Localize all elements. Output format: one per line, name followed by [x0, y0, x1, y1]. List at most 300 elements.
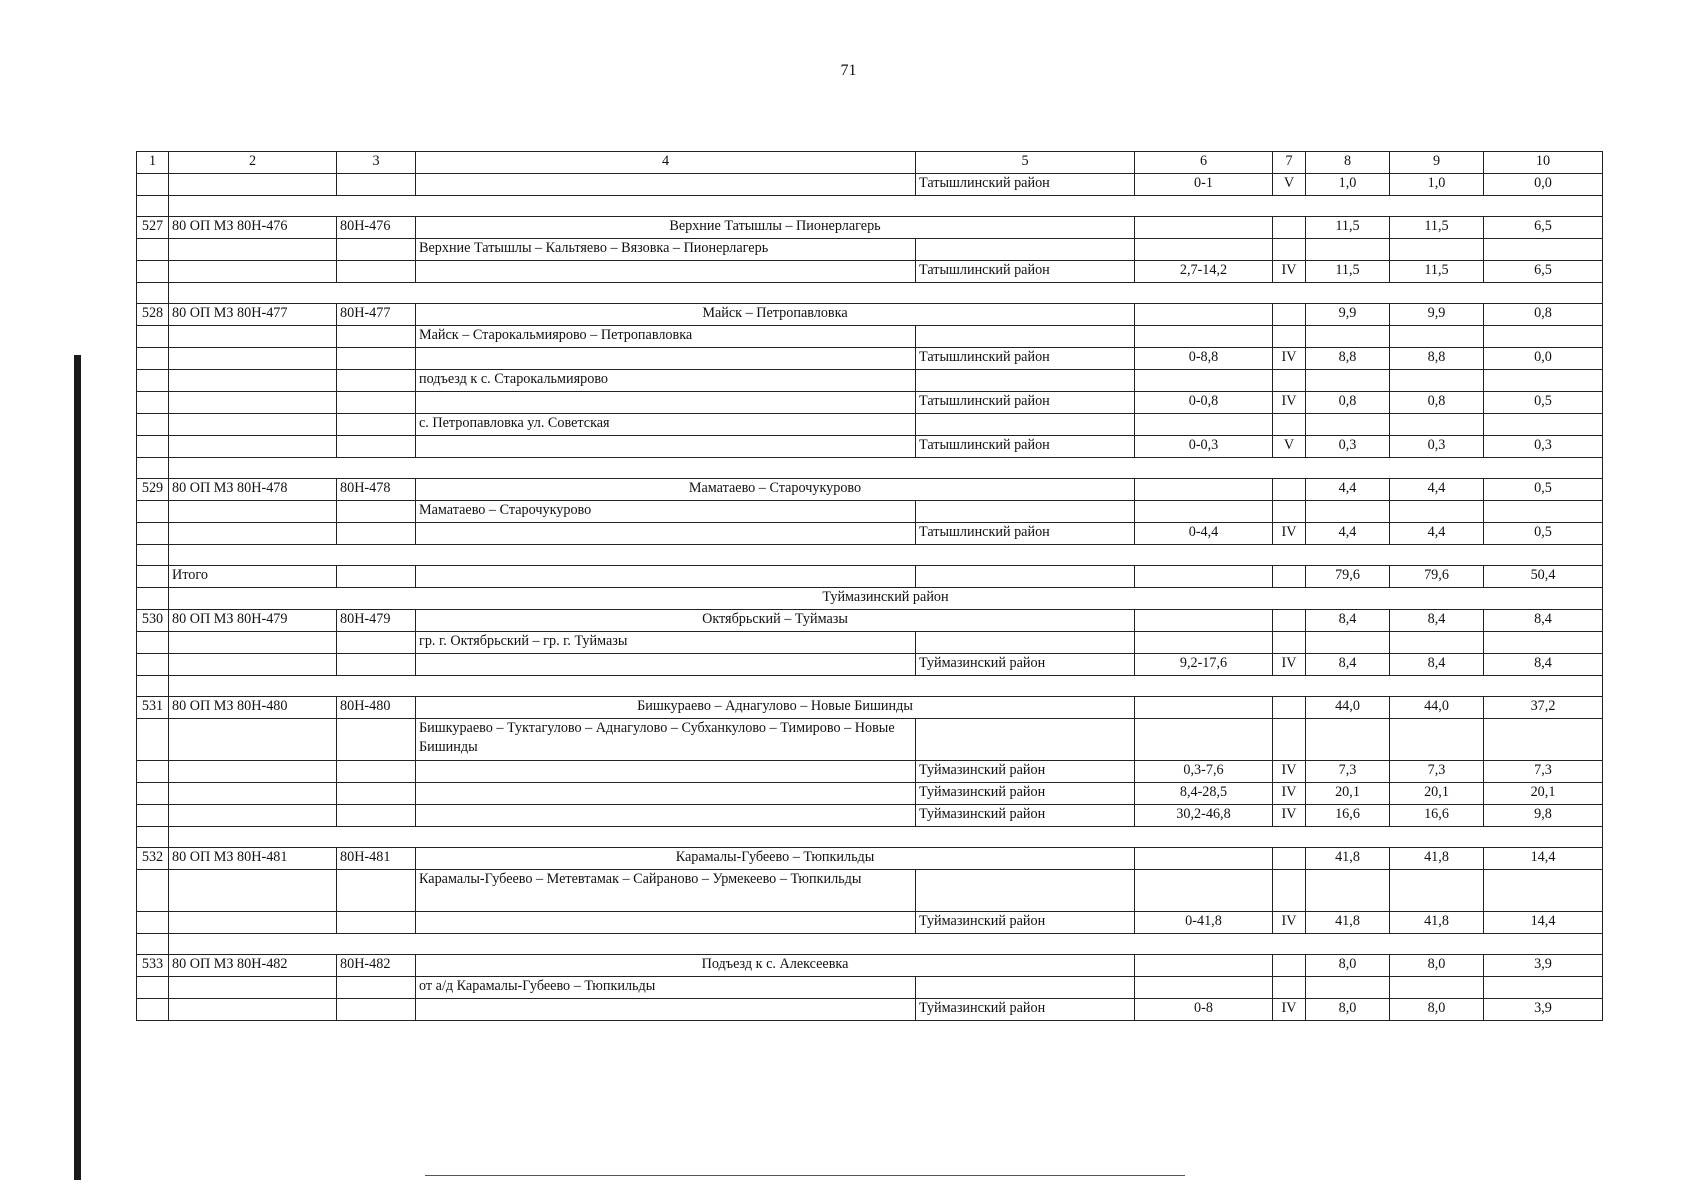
road-title: Октябрьский – Туймазы: [416, 610, 1135, 632]
empty-cell: [137, 827, 169, 848]
empty-cell: [416, 348, 916, 370]
empty-cell: [1484, 632, 1603, 654]
empty-cell: [1273, 239, 1306, 261]
route-row: [137, 719, 1603, 761]
empty-cell: [1390, 326, 1484, 348]
page-number: 71: [840, 62, 857, 79]
empty-cell: [1390, 719, 1484, 761]
empty-cell: [137, 261, 169, 283]
empty-cell: [1306, 501, 1390, 523]
length-registered: 41,8: [1390, 848, 1484, 870]
empty-cell: [137, 654, 169, 676]
district-row: [137, 261, 1603, 283]
empty-cell: [1484, 414, 1603, 436]
length-total: 7,3: [1306, 761, 1390, 783]
empty-cell: [169, 632, 337, 654]
road-code: 80 ОП МЗ 80Н-477: [169, 304, 337, 326]
empty-cell: [1273, 501, 1306, 523]
district-row: [137, 523, 1603, 545]
empty-cell: [1273, 719, 1306, 761]
empty-cell: [1135, 370, 1273, 392]
total-label: Итого: [169, 566, 337, 588]
road-short-code: 80Н-478: [337, 479, 416, 501]
road-title: Подъезд к с. Алексеевка: [416, 955, 1135, 977]
route-row: [137, 501, 1603, 523]
empty-cell: [137, 805, 169, 827]
empty-cell: [416, 566, 916, 588]
length-total: 16,6: [1306, 805, 1390, 827]
empty-cell: [169, 414, 337, 436]
length-paved: 0,3: [1484, 436, 1603, 458]
length-registered: 11,5: [1390, 217, 1484, 239]
district-name: Татышлинский район: [916, 261, 1135, 283]
empty-cell: [337, 436, 416, 458]
empty-cell: [169, 458, 1603, 479]
empty-cell: [137, 545, 169, 566]
empty-cell: [1306, 326, 1390, 348]
district-row: [137, 783, 1603, 805]
empty-cell: [916, 326, 1135, 348]
empty-cell: [137, 174, 169, 196]
length-paved: 8,4: [1484, 654, 1603, 676]
length-registered: 8,4: [1390, 654, 1484, 676]
length-total: 44,0: [1306, 697, 1390, 719]
empty-cell: [1273, 955, 1306, 977]
empty-cell: [169, 761, 337, 783]
road-short-code: 80Н-480: [337, 697, 416, 719]
length-total: 8,0: [1306, 999, 1390, 1021]
length-total: 4,4: [1306, 523, 1390, 545]
section-row: [137, 588, 1603, 610]
district-row: [137, 761, 1603, 783]
empty-cell: [337, 977, 416, 999]
empty-cell: [1306, 414, 1390, 436]
empty-cell: [416, 523, 916, 545]
empty-cell: [1135, 632, 1273, 654]
road-short-code: 80Н-481: [337, 848, 416, 870]
empty-cell: [169, 239, 337, 261]
empty-cell: [416, 912, 916, 934]
empty-cell: [337, 370, 416, 392]
empty-cell: [416, 654, 916, 676]
empty-cell: [337, 414, 416, 436]
road-category: IV: [1273, 523, 1306, 545]
empty-cell: [416, 261, 916, 283]
district-row: [137, 654, 1603, 676]
empty-cell: [337, 632, 416, 654]
route-row: [137, 326, 1603, 348]
length-total: 8,4: [1306, 610, 1390, 632]
district-row: [137, 436, 1603, 458]
empty-cell: [1135, 848, 1273, 870]
empty-cell: [916, 719, 1135, 761]
table-body: [137, 174, 1603, 1021]
empty-cell: [169, 676, 1603, 697]
length-registered: 44,0: [1390, 697, 1484, 719]
road-code: 80 ОП МЗ 80Н-476: [169, 217, 337, 239]
empty-cell: [169, 436, 337, 458]
empty-cell: [1306, 719, 1390, 761]
district-row: [137, 999, 1603, 1021]
empty-cell: [916, 414, 1135, 436]
empty-cell: [1390, 977, 1484, 999]
length-paved: 9,8: [1484, 805, 1603, 827]
empty-cell: [137, 348, 169, 370]
road-category: IV: [1273, 783, 1306, 805]
empty-cell: [1135, 414, 1273, 436]
empty-cell: [916, 632, 1135, 654]
road-category: IV: [1273, 999, 1306, 1021]
empty-cell: [1484, 977, 1603, 999]
road-category: IV: [1273, 761, 1306, 783]
district-name: Татышлинский район: [916, 392, 1135, 414]
empty-cell: [137, 436, 169, 458]
empty-cell: [337, 566, 416, 588]
empty-cell: [1135, 610, 1273, 632]
empty-cell: [916, 977, 1135, 999]
length-paved: 3,9: [1484, 999, 1603, 1021]
empty-cell: [169, 261, 337, 283]
road-short-code: 80Н-476: [337, 217, 416, 239]
empty-cell: [137, 912, 169, 934]
road-row: [137, 304, 1603, 326]
empty-cell: [1306, 370, 1390, 392]
empty-cell: [337, 392, 416, 414]
km-range: 0-8: [1135, 999, 1273, 1021]
route-row: [137, 977, 1603, 999]
empty-cell: [416, 392, 916, 414]
empty-cell: [1306, 870, 1390, 912]
empty-cell: [1273, 479, 1306, 501]
road-code: 80 ОП МЗ 80Н-482: [169, 955, 337, 977]
length-total: 9,9: [1306, 304, 1390, 326]
spacer-row: [137, 827, 1603, 848]
road-category: IV: [1273, 912, 1306, 934]
empty-cell: [137, 196, 169, 217]
km-range: 0-4,4: [1135, 523, 1273, 545]
empty-cell: [1135, 719, 1273, 761]
length-paved: 3,9: [1484, 955, 1603, 977]
road-row: [137, 610, 1603, 632]
header-cell: 5: [916, 152, 1135, 174]
empty-cell: [169, 348, 337, 370]
road-category: V: [1273, 436, 1306, 458]
length-registered: 8,0: [1390, 999, 1484, 1021]
road-code: 80 ОП МЗ 80Н-479: [169, 610, 337, 632]
empty-cell: [1135, 479, 1273, 501]
empty-cell: [337, 348, 416, 370]
route-description: Верхние Татышлы – Кальтяево – Вязовка – Пионерлагерь: [416, 239, 916, 261]
empty-cell: [137, 239, 169, 261]
empty-cell: [1135, 977, 1273, 999]
road-category: IV: [1273, 348, 1306, 370]
empty-cell: [1306, 239, 1390, 261]
empty-cell: [1273, 326, 1306, 348]
empty-cell: [137, 566, 169, 588]
road-short-code: 80Н-482: [337, 955, 416, 977]
road-number: 531: [137, 697, 169, 719]
km-range: 2,7-14,2: [1135, 261, 1273, 283]
header-cell: 8: [1306, 152, 1390, 174]
length-registered: 0,8: [1390, 392, 1484, 414]
district-name: Татышлинский район: [916, 174, 1135, 196]
total-row: [137, 566, 1603, 588]
empty-cell: [137, 458, 169, 479]
empty-cell: [1484, 870, 1603, 912]
empty-cell: [1390, 370, 1484, 392]
length-total: 11,5: [1306, 217, 1390, 239]
empty-cell: [169, 827, 1603, 848]
district-row: [137, 805, 1603, 827]
empty-cell: [1135, 501, 1273, 523]
length-paved: 14,4: [1484, 912, 1603, 934]
route-description: подъезд к с. Старокальмиярово: [416, 370, 916, 392]
length-paved: 20,1: [1484, 783, 1603, 805]
road-category: V: [1273, 174, 1306, 196]
empty-cell: [416, 174, 916, 196]
length-total: 0,3: [1306, 436, 1390, 458]
header-cell: 1: [137, 152, 169, 174]
length-registered: 16,6: [1390, 805, 1484, 827]
district-name: Татышлинский район: [916, 436, 1135, 458]
district-row: [137, 348, 1603, 370]
empty-cell: [137, 719, 169, 761]
district-name: Туймазинский район: [916, 783, 1135, 805]
empty-cell: [169, 174, 337, 196]
km-range: 8,4-28,5: [1135, 783, 1273, 805]
length-total: 11,5: [1306, 261, 1390, 283]
route-description: с. Петропавловка ул. Советская: [416, 414, 916, 436]
empty-cell: [1135, 870, 1273, 912]
empty-cell: [337, 523, 416, 545]
empty-cell: [169, 912, 337, 934]
length-paved: 0,0: [1484, 174, 1603, 196]
route-description: Майск – Старокальмиярово – Петропавловка: [416, 326, 916, 348]
district-row: [137, 174, 1603, 196]
empty-cell: [1484, 501, 1603, 523]
empty-cell: [1273, 304, 1306, 326]
empty-cell: [1273, 610, 1306, 632]
road-number: 533: [137, 955, 169, 977]
road-row: [137, 697, 1603, 719]
empty-cell: [416, 805, 916, 827]
scan-bottom-line: [425, 1175, 1185, 1176]
length-paved: 0,8: [1484, 304, 1603, 326]
empty-cell: [137, 761, 169, 783]
header-cell: 9: [1390, 152, 1484, 174]
length-total: 79,6: [1306, 566, 1390, 588]
empty-cell: [1135, 304, 1273, 326]
empty-cell: [1273, 697, 1306, 719]
district-name: Татышлинский район: [916, 348, 1135, 370]
km-range: 30,2-46,8: [1135, 805, 1273, 827]
road-number: 530: [137, 610, 169, 632]
section-title: Туймазинский район: [169, 588, 1603, 610]
road-number: 527: [137, 217, 169, 239]
empty-cell: [916, 501, 1135, 523]
km-range: 0,3-7,6: [1135, 761, 1273, 783]
spacer-row: [137, 458, 1603, 479]
empty-cell: [1135, 326, 1273, 348]
length-total: 8,8: [1306, 348, 1390, 370]
road-category: IV: [1273, 805, 1306, 827]
empty-cell: [169, 523, 337, 545]
km-range: 0-0,8: [1135, 392, 1273, 414]
length-total: 1,0: [1306, 174, 1390, 196]
length-registered: 8,8: [1390, 348, 1484, 370]
empty-cell: [137, 414, 169, 436]
district-row: [137, 912, 1603, 934]
header-cell: 10: [1484, 152, 1603, 174]
empty-cell: [1390, 870, 1484, 912]
road-category: IV: [1273, 392, 1306, 414]
length-registered: 79,6: [1390, 566, 1484, 588]
route-description: гр. г. Октябрьский – гр. г. Туймазы: [416, 632, 916, 654]
length-registered: 4,4: [1390, 523, 1484, 545]
empty-cell: [416, 999, 916, 1021]
empty-cell: [1135, 955, 1273, 977]
empty-cell: [1390, 239, 1484, 261]
empty-cell: [137, 783, 169, 805]
route-description: Карамалы-Губеево – Метевтамак – Сайраново – Урмекеево – Тюпкильды: [416, 870, 916, 912]
header-cell: 4: [416, 152, 916, 174]
empty-cell: [1306, 977, 1390, 999]
route-description: Бишкураево – Туктагулово – Аднагулово – Субханкулово – Тимирово – Новые Бишинды: [416, 719, 916, 761]
length-registered: 20,1: [1390, 783, 1484, 805]
km-range: 9,2-17,6: [1135, 654, 1273, 676]
empty-cell: [916, 566, 1135, 588]
spacer-row: [137, 934, 1603, 955]
district-name: Туймазинский район: [916, 761, 1135, 783]
spacer-row: [137, 283, 1603, 304]
empty-cell: [169, 392, 337, 414]
empty-cell: [1306, 632, 1390, 654]
road-short-code: 80Н-479: [337, 610, 416, 632]
length-total: 41,8: [1306, 848, 1390, 870]
length-paved: 0,5: [1484, 523, 1603, 545]
empty-cell: [137, 523, 169, 545]
empty-cell: [169, 545, 1603, 566]
empty-cell: [137, 501, 169, 523]
length-total: 0,8: [1306, 392, 1390, 414]
empty-cell: [169, 283, 1603, 304]
road-row: [137, 217, 1603, 239]
empty-cell: [1484, 370, 1603, 392]
empty-cell: [1390, 414, 1484, 436]
empty-cell: [169, 999, 337, 1021]
length-paved: 50,4: [1484, 566, 1603, 588]
empty-cell: [1484, 326, 1603, 348]
road-title: Карамалы-Губеево – Тюпкильды: [416, 848, 1135, 870]
header-row: [137, 152, 1603, 174]
district-name: Татышлинский район: [916, 523, 1135, 545]
empty-cell: [1273, 566, 1306, 588]
length-paved: 8,4: [1484, 610, 1603, 632]
empty-cell: [169, 501, 337, 523]
district-row: [137, 392, 1603, 414]
empty-cell: [137, 632, 169, 654]
empty-cell: [1484, 239, 1603, 261]
road-number: 528: [137, 304, 169, 326]
spacer-row: [137, 545, 1603, 566]
empty-cell: [1273, 848, 1306, 870]
length-paved: 37,2: [1484, 697, 1603, 719]
road-row: [137, 479, 1603, 501]
empty-cell: [169, 805, 337, 827]
empty-cell: [337, 654, 416, 676]
empty-cell: [169, 326, 337, 348]
route-description: от а/д Карамалы-Губеево – Тюпкильды: [416, 977, 916, 999]
empty-cell: [1135, 239, 1273, 261]
empty-cell: [137, 870, 169, 912]
length-paved: 7,3: [1484, 761, 1603, 783]
length-paved: 14,4: [1484, 848, 1603, 870]
empty-cell: [416, 436, 916, 458]
km-range: 0-0,3: [1135, 436, 1273, 458]
length-registered: 8,0: [1390, 955, 1484, 977]
length-paved: 0,0: [1484, 348, 1603, 370]
empty-cell: [137, 392, 169, 414]
scan-margin-bar: [74, 355, 81, 1180]
road-number: 532: [137, 848, 169, 870]
road-title: Майск – Петропавловка: [416, 304, 1135, 326]
length-registered: 4,4: [1390, 479, 1484, 501]
empty-cell: [169, 977, 337, 999]
empty-cell: [916, 870, 1135, 912]
empty-cell: [337, 912, 416, 934]
empty-cell: [1390, 501, 1484, 523]
empty-cell: [416, 761, 916, 783]
length-registered: 11,5: [1390, 261, 1484, 283]
empty-cell: [337, 719, 416, 761]
km-range: 0-1: [1135, 174, 1273, 196]
road-row: [137, 955, 1603, 977]
length-registered: 0,3: [1390, 436, 1484, 458]
empty-cell: [916, 370, 1135, 392]
length-paved: 6,5: [1484, 261, 1603, 283]
empty-cell: [1135, 217, 1273, 239]
empty-cell: [169, 654, 337, 676]
route-row: [137, 239, 1603, 261]
empty-cell: [137, 934, 169, 955]
empty-cell: [337, 870, 416, 912]
road-title: Бишкураево – Аднагулово – Новые Бишинды: [416, 697, 1135, 719]
header-cell: 7: [1273, 152, 1306, 174]
empty-cell: [137, 283, 169, 304]
empty-cell: [1135, 697, 1273, 719]
length-total: 41,8: [1306, 912, 1390, 934]
empty-cell: [416, 783, 916, 805]
district-name: Туймазинский район: [916, 805, 1135, 827]
road-code: 80 ОП МЗ 80Н-481: [169, 848, 337, 870]
length-registered: 1,0: [1390, 174, 1484, 196]
empty-cell: [1273, 632, 1306, 654]
road-title: Верхние Татышлы – Пионерлагерь: [416, 217, 1135, 239]
length-total: 20,1: [1306, 783, 1390, 805]
empty-cell: [1135, 566, 1273, 588]
empty-cell: [337, 239, 416, 261]
empty-cell: [337, 326, 416, 348]
length-total: 4,4: [1306, 479, 1390, 501]
length-paved: 0,5: [1484, 392, 1603, 414]
district-name: Туймазинский район: [916, 912, 1135, 934]
empty-cell: [337, 761, 416, 783]
header-cell: 3: [337, 152, 416, 174]
length-registered: 8,4: [1390, 610, 1484, 632]
spacer-row: [137, 196, 1603, 217]
empty-cell: [1273, 977, 1306, 999]
empty-cell: [1390, 632, 1484, 654]
